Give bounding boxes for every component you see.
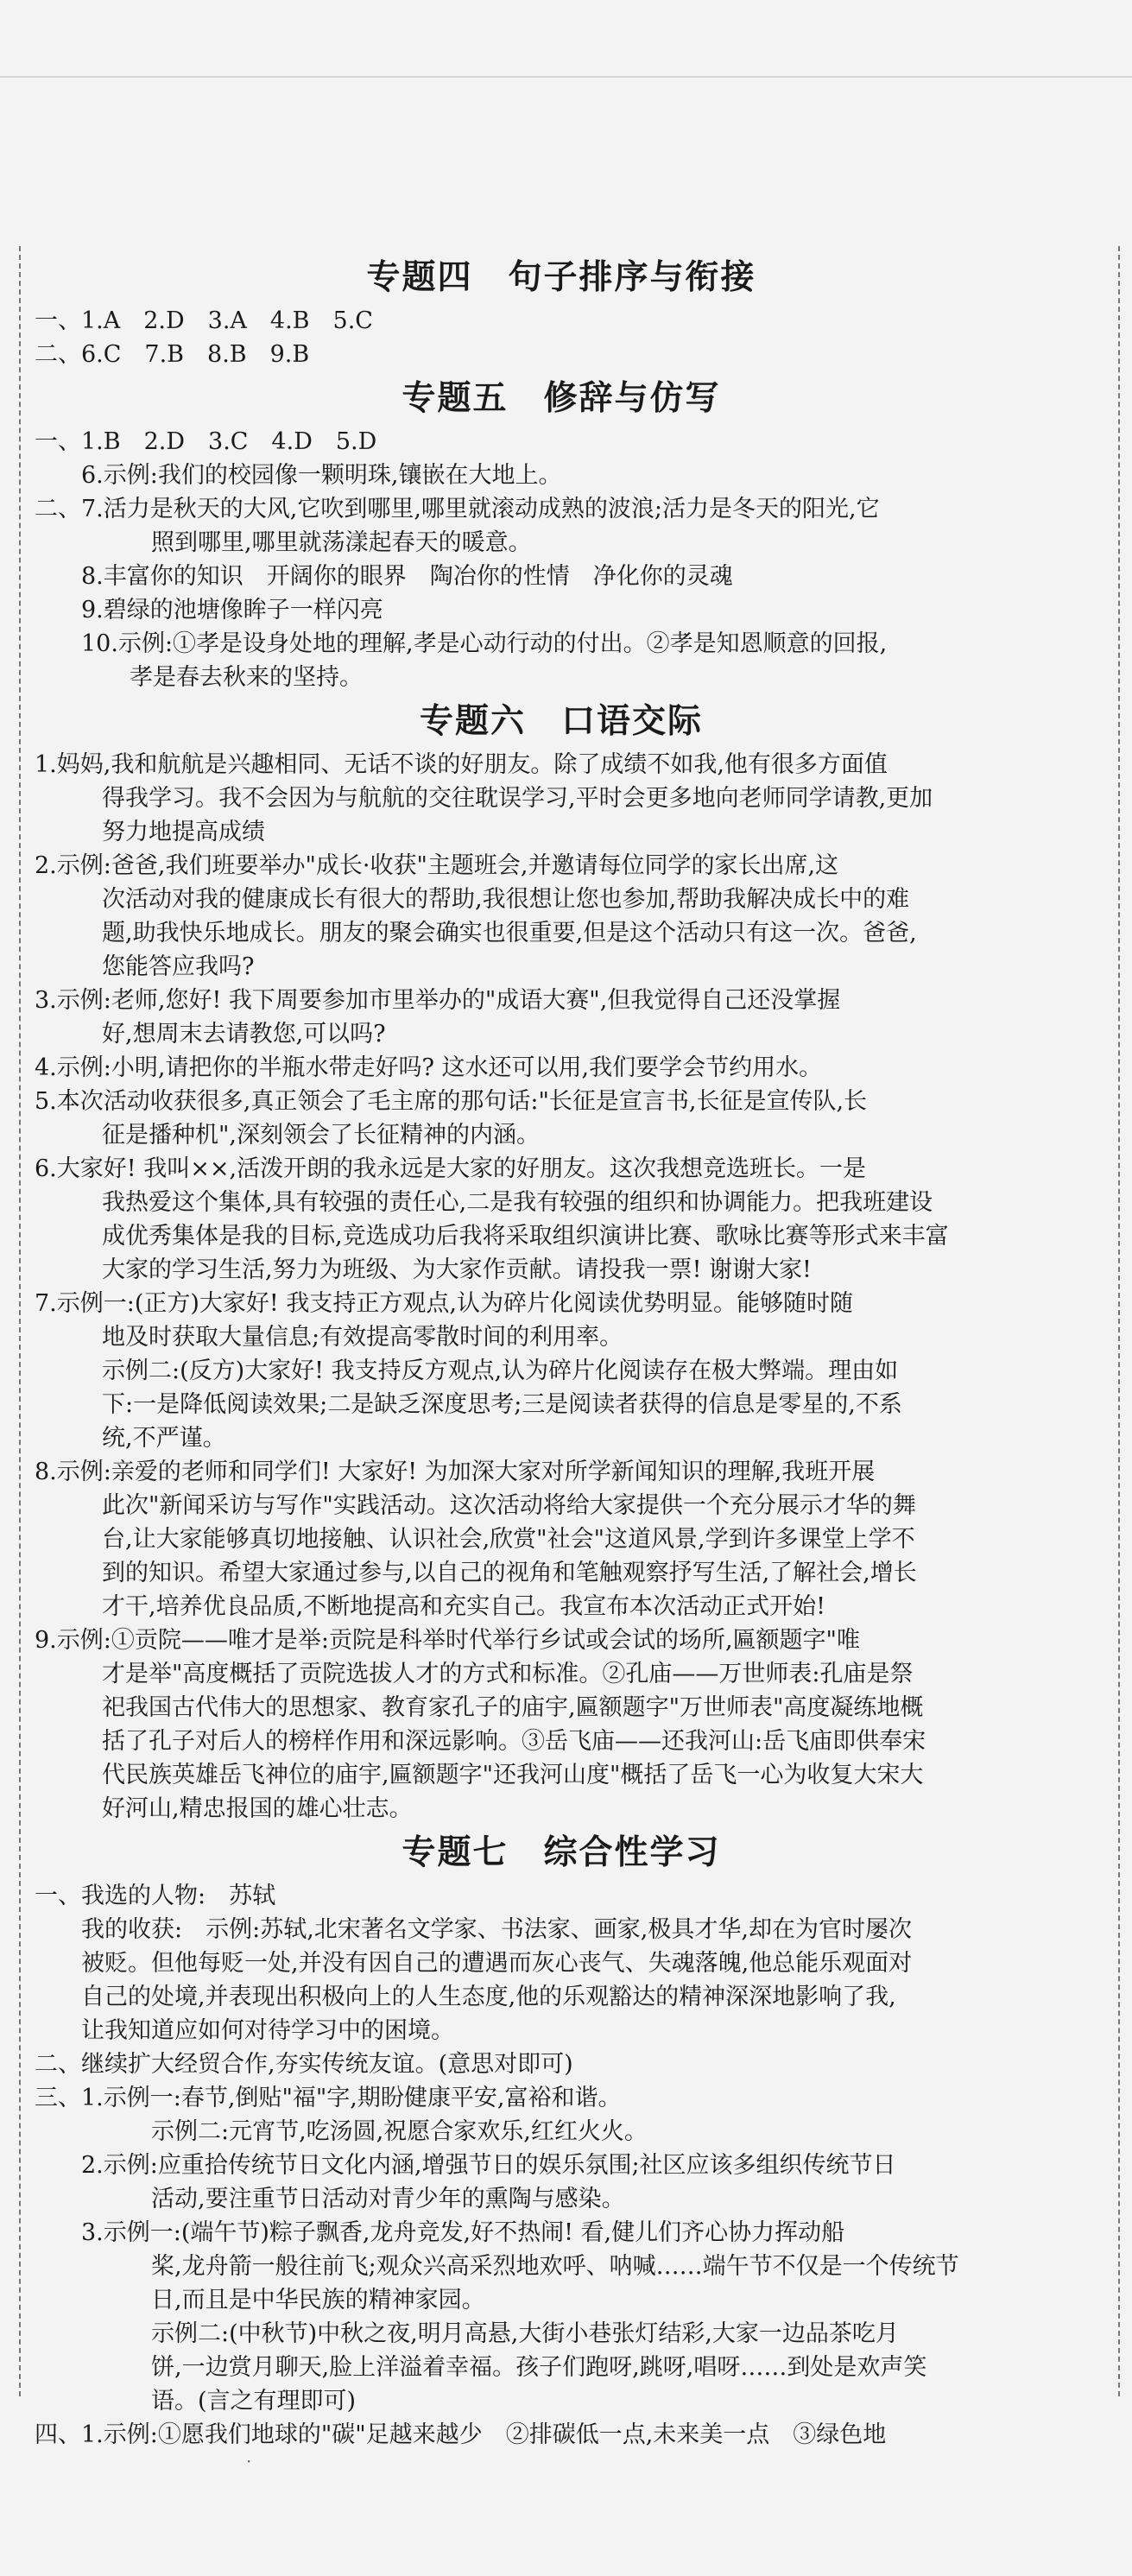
answer-line: 成优秀集体是我的目标,竞选成功后我将采取组织演讲比赛、歌咏比赛等形式来丰富	[102, 1223, 949, 1250]
answer-line: 4.示例:小明,请把你的半瓶水带走好吗? 这水还可以用,我们要学会节约用水。	[35, 1054, 823, 1081]
answer-line: 5.本次活动收获很多,真正领会了毛主席的那句话:"长征是宣言书,长征是宣传队,长	[35, 1088, 868, 1115]
section-4	[35, 256, 1088, 371]
section-6	[35, 699, 1088, 1826]
section-5	[35, 377, 1088, 694]
answer-line: 语。(言之有理即可)	[151, 2388, 357, 2415]
answer-line: 代民族英雄岳飞神位的庙宇,匾额题字"还我河山度"概括了岳飞一心为收复大宋大	[102, 1762, 924, 1788]
answer-line: 6.大家好! 我叫××,活泼开朗的我永远是大家的好朋友。这次我想竞选班长。一是	[35, 1155, 867, 1182]
answer-line: 8.示例:亲爱的老师和同学们! 大家好! 为加深大家对所学新闻知识的理解,我班开展	[35, 1459, 876, 1485]
answer-line: 得我学习。我不会因为与航航的交往耽误学习,平时会更多地向老师同学请教,更加	[102, 785, 933, 812]
answer-line: 才是举"高度概括了贡院选拔人才的方式和标准。②孔庙——万世师表:孔庙是祭	[102, 1661, 914, 1687]
answer-line: 好河山,精忠报国的雄心壮志。	[102, 1795, 413, 1822]
answer-line: 四、1.示例:①愿我们地球的"碳"足越来越少 ②排碳低一点,未来美一点 ③绿色地	[35, 2421, 887, 2448]
scan-speck: ·	[246, 2451, 252, 2472]
answer-line: 被贬。但他每贬一处,并没有因自己的遭遇而灰心丧气、失魂落魄,他总能乐观面对	[81, 1950, 913, 1977]
top-border-line	[0, 76, 1132, 78]
answer-line: 我的收获: 示例:苏轼,北宋著名文学家、书法家、画家,极具才华,却在为官时屡次	[81, 1916, 912, 1943]
answer-line: 3.示例一:(端午节)粽子飘香,龙舟竞发,好不热闹! 看,健儿们齐心协力挥动船	[81, 2219, 845, 2246]
answer-line: 一、1.B 2.D 3.C 4.D 5.D	[35, 428, 377, 455]
answer-line: 统,不严谨。	[102, 1425, 226, 1452]
answer-content	[35, 250, 1088, 2452]
answer-line: 征是播种机",深刻领会了长征精神的内涵。	[102, 1122, 541, 1149]
answer-line: 一、1.A 2.D 3.A 4.B 5.C	[35, 307, 373, 334]
answer-line: 示例二:(反方)大家好! 我支持反方观点,认为碎片化阅读存在极大弊端。理由如	[102, 1358, 899, 1384]
answer-line: 饼,一边赏月聊天,脸上洋溢着幸福。孩子们跑呀,跳呀,唱呀……到处是欢声笑	[151, 2354, 927, 2381]
answer-line: 桨,龙舟箭一般往前飞;观众兴高采烈地欢呼、呐喊……端午节不仅是一个传统节	[151, 2253, 959, 2280]
answer-line: 题,助我快乐地成长。朋友的聚会确实也很重要,但是这个活动只有这一次。爸爸,	[102, 920, 917, 946]
left-dashed-margin	[19, 246, 21, 2396]
section-title: 专题五 修辞与仿写	[402, 379, 721, 418]
answer-line: 9.碧绿的池塘像眸子一样闪亮	[81, 597, 383, 623]
answer-line: 6.示例:我们的校园像一颗明珠,镶嵌在大地上。	[81, 462, 562, 489]
answer-line: 10.示例:①孝是设身处地的理解,孝是心动行动的付出。②孝是知恩顺意的回报,	[81, 630, 888, 657]
section-title: 专题六 口语交际	[419, 702, 703, 741]
answer-line: 自己的处境,并表现出积极向上的人生态度,他的乐观豁达的精神深深地影响了我,	[81, 1984, 896, 2010]
answer-line: 2.示例:爸爸,我们班要举办"成长·收获"主题班会,并邀请每位同学的家长出席,这	[35, 852, 839, 879]
answer-line: 让我知道应如何对待学习中的困境。	[81, 2017, 454, 2044]
answer-line: 8.丰富你的知识 开阔你的眼界 陶冶你的性情 净化你的灵魂	[81, 563, 733, 590]
answer-line: 好,想周末去请教您,可以吗?	[102, 1021, 386, 1047]
answer-line: 台,让大家能够真切地接触、认识社会,欣赏"社会"这道风景,学到许多课堂上学不	[102, 1526, 915, 1553]
answer-line: 努力地提高成绩	[102, 819, 265, 845]
answer-line: 大家的学习生活,努力为班级、为大家作贡献。请投我一票! 谢谢大家!	[102, 1256, 812, 1283]
answer-line: 1.妈妈,我和航航是兴趣相同、无话不谈的好朋友。除了成绩不如我,他有很多方面值	[35, 751, 888, 778]
answer-line: 括了孔子对后人的榜样作用和深远影响。③岳飞庙——还我河山:岳飞庙即供奉宋	[102, 1728, 926, 1755]
answer-line: 一、我选的人物: 苏轼	[35, 1883, 276, 1909]
answer-line: 您能答应我吗?	[102, 953, 255, 980]
answer-line: 孝是春去秋来的坚持。	[130, 664, 363, 691]
answer-line: 二、7.活力是秋天的大风,它吹到哪里,哪里就滚动成熟的波浪;活力是冬天的阳光,它	[35, 496, 880, 522]
answer-line: 2.示例:应重拾传统节日文化内涵,增强节日的娱乐氛围;社区应该多组织传统节日	[81, 2152, 896, 2179]
answer-line: 地及时获取大量信息;有效提高零散时间的利用率。	[102, 1324, 623, 1351]
section-title: 专题四 句子排序与衔接	[366, 258, 756, 297]
answer-line: 此次"新闻采访与写作"实践活动。这次活动将给大家提供一个充分展示才华的舞	[102, 1492, 916, 1519]
answer-line: 我热爱这个集体,具有较强的责任心,二是我有较强的组织和协调能力。把我班建设	[102, 1189, 933, 1216]
answer-line: 7.示例一:(正方)大家好! 我支持正方观点,认为碎片化阅读优势明显。能够随时随	[35, 1290, 853, 1317]
answer-line: 二、继续扩大经贸合作,夯实传统友谊。(意思对即可)	[35, 2051, 573, 2078]
section-title: 专题七 综合性学习	[402, 1833, 721, 1872]
answer-line: 二、6.C 7.B 8.B 9.B	[35, 341, 310, 368]
answer-line: 次活动对我的健康成长有很大的帮助,我很想让您也参加,帮助我解决成长中的难	[102, 886, 910, 913]
answer-line: 才干,培养优良品质,不断地提高和充实自己。我宣布本次活动正式开始!	[102, 1593, 826, 1620]
answer-line: 示例二:元宵节,吃汤圆,祝愿合家欢乐,红红火火。	[151, 2118, 648, 2145]
answer-line: 9.示例:①贡院——唯才是举:贡院是科举时代举行乡试或会试的场所,匾额题字"唯	[35, 1627, 860, 1654]
answer-line: 示例二:(中秋节)中秋之夜,明月高悬,大街小巷张灯结彩,大家一边品茶吃月	[151, 2320, 899, 2347]
answer-line: 三、1.示例一:春节,倒贴"福"字,期盼健康平安,富裕和谐。	[35, 2085, 622, 2111]
answer-line: 祀我国古代伟大的思想家、教育家孔子的庙宇,匾额题字"万世师表"高度凝练地概	[102, 1694, 924, 1721]
right-dashed-margin	[1118, 246, 1120, 2396]
answer-line: 到的知识。希望大家通过参与,以自己的视角和笔触观察抒写生活,了解社会,增长	[102, 1560, 917, 1586]
answer-line: 下:一是降低阅读效果;二是缺乏深度思考;三是阅读者获得的信息是零星的,不系	[102, 1391, 902, 1418]
answer-line: 活动,要注重节日活动对青少年的熏陶与感染。	[151, 2186, 625, 2212]
section-7	[35, 1831, 1088, 2452]
answer-line: 3.示例:老师,您好! 我下周要参加市里举办的"成语大赛",但我觉得自己还没掌握	[35, 987, 841, 1014]
answer-line: 照到哪里,哪里就荡漾起春天的暖意。	[151, 529, 532, 556]
answer-line: 日,而且是中华民族的精神家园。	[151, 2287, 485, 2313]
